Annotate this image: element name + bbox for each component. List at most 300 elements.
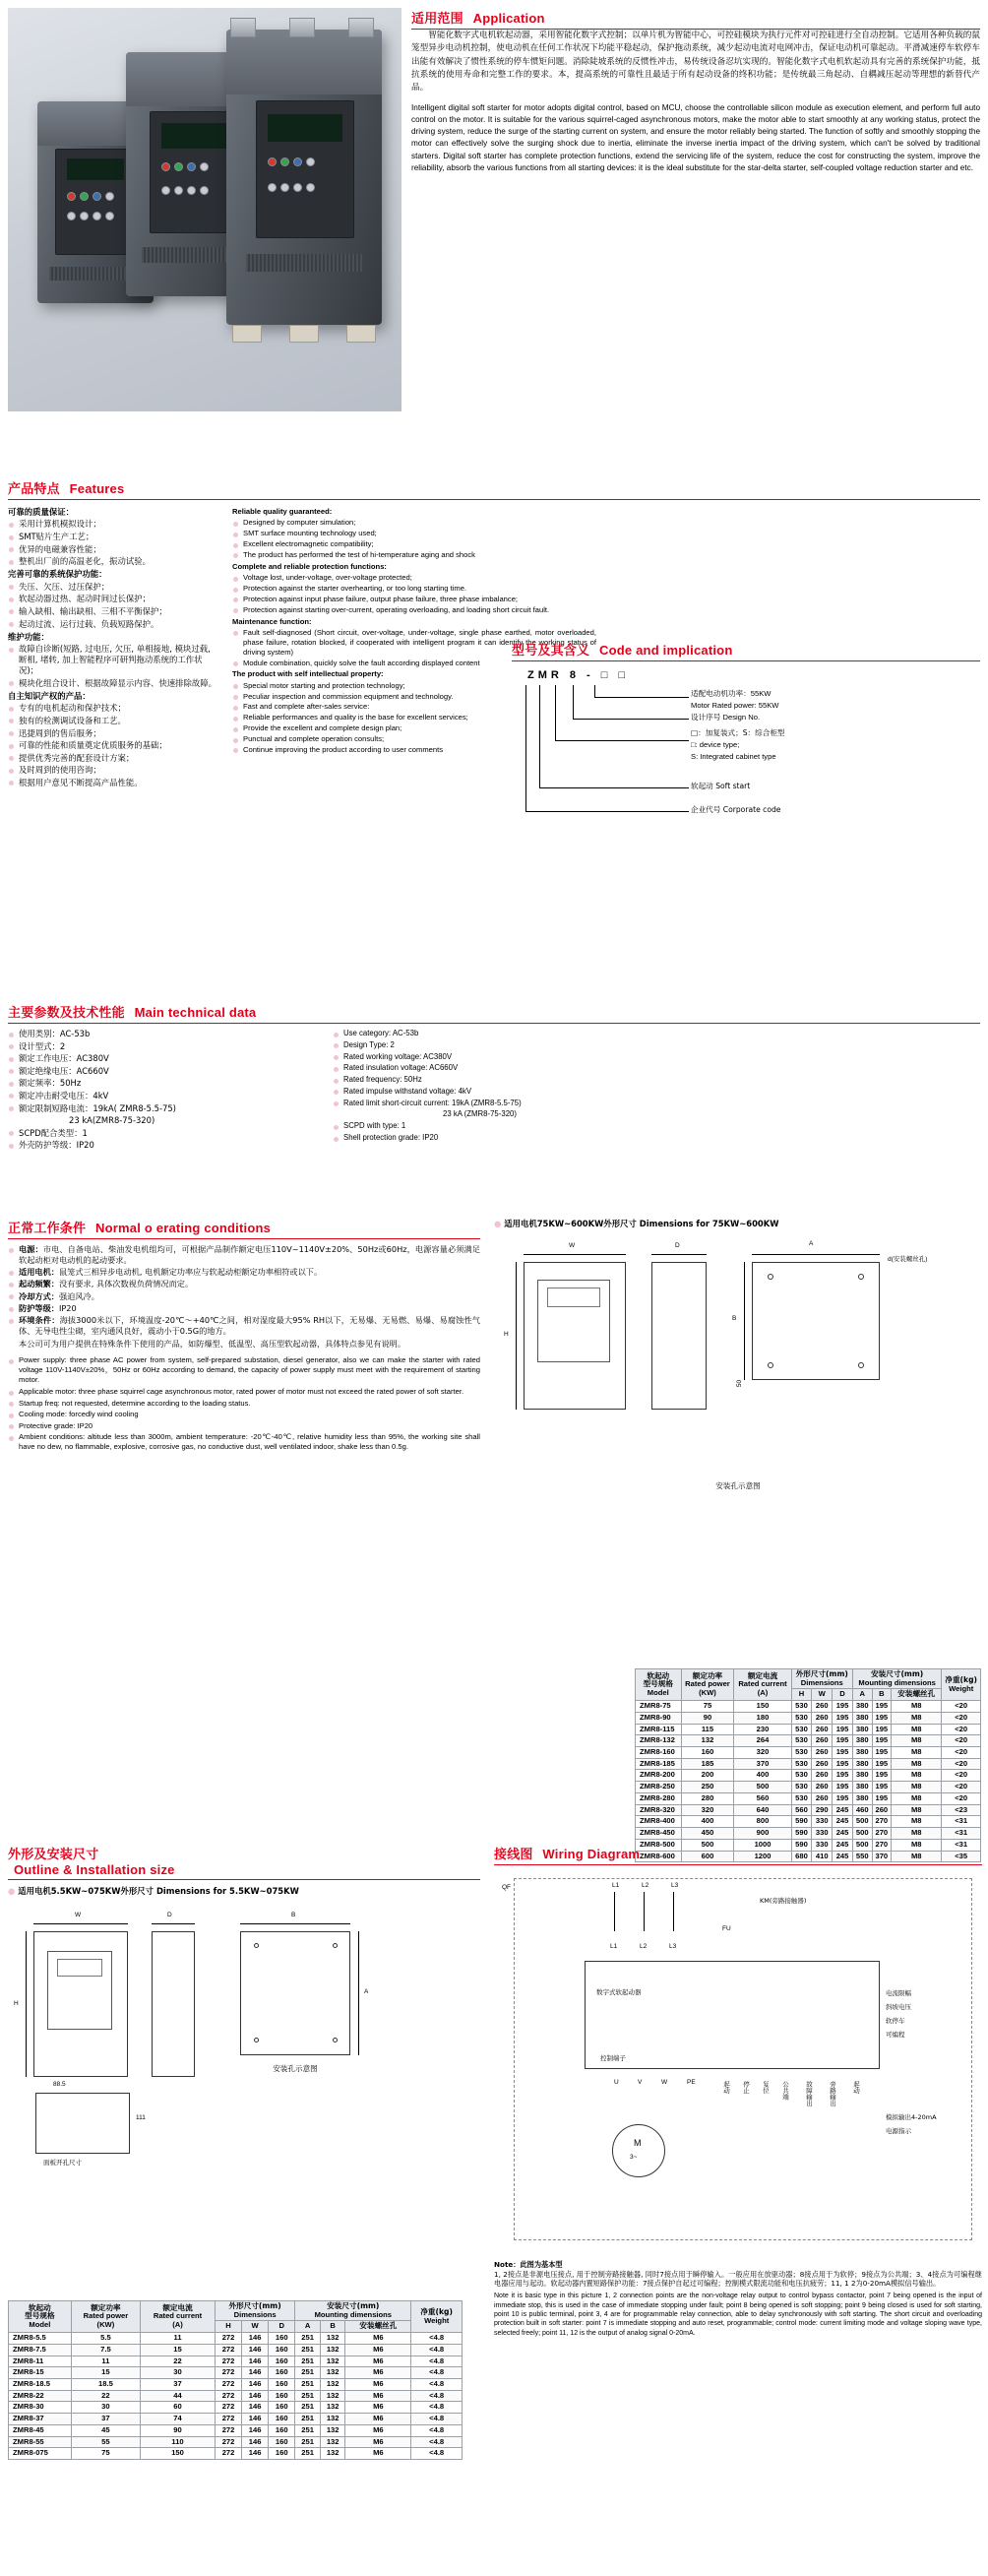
cell-w: 146 — [242, 2414, 269, 2425]
cell-weight: <4.8 — [411, 2448, 463, 2460]
cell-a: 380 — [852, 1792, 872, 1804]
cell-h: 272 — [215, 2367, 241, 2379]
list-item: 提供优秀完善的配套设计方案； — [8, 753, 216, 764]
leader-line — [555, 685, 556, 740]
cell-weight: <4.8 — [411, 2367, 463, 2379]
cell-h: 272 — [215, 2436, 241, 2448]
table-75-600 — [635, 1668, 981, 1862]
cell-model: ZMR8-5.5 — [9, 2333, 72, 2345]
cell-current: 180 — [734, 1712, 791, 1724]
divider — [494, 1864, 982, 1865]
code-title-en: Code and implication — [599, 643, 733, 658]
list-item: Applicable motor: three phase squirrel cage asynchronous motor, rated power of motor must not exceed the rated power of soft starter. — [8, 1387, 480, 1397]
cell-w: 330 — [812, 1828, 833, 1840]
cell-current: 150 — [141, 2448, 216, 2460]
cell-d: 245 — [833, 1839, 853, 1851]
cell-screw: M6 — [345, 2379, 411, 2391]
list-item: 额定工作电压：AC380V — [8, 1053, 303, 1064]
dim-label-a: A — [364, 1988, 369, 1995]
cell-model: ZMR8-320 — [636, 1804, 682, 1816]
table-row — [636, 1758, 981, 1770]
list-item: 迅捷周到的售后服务； — [8, 728, 216, 739]
wiring-label-soft-stop: 软停车 — [886, 2017, 905, 2025]
list-item: 独有的检测调试设备和工艺。 — [8, 716, 216, 726]
table-row — [9, 2448, 463, 2460]
th-b: B — [872, 1689, 892, 1701]
table-row — [9, 2356, 463, 2367]
th-d: D — [833, 1689, 853, 1701]
list-item: Fault self-diagnosed (Short circuit, over-voltage, under-voltage, single phase earthed, motor overloaded, phase failure, rotation blocked, if cooperated with intelligent program it can identify the working status of driving system) — [232, 628, 596, 658]
cell-model: ZMR8-250 — [636, 1782, 682, 1793]
front-view-display — [547, 1288, 600, 1307]
cell-current: 640 — [734, 1804, 791, 1816]
operating-key: 防护等级： — [19, 1303, 59, 1314]
list-item: Punctual and complete operation consults; — [232, 734, 596, 744]
th-w: W — [242, 2321, 269, 2333]
operating-value: 市电、自备电站、柴油发电机组均可，可根据产品制作额定电压110V~1140V±20%、50Hz或60Hz，电源容量必须满足软起动柜对电动机的起动要求。 — [19, 1244, 480, 1265]
table-row — [636, 1804, 981, 1816]
cell-power: 185 — [681, 1758, 734, 1770]
th-current-unit: (A) — [172, 2319, 183, 2329]
cell-screw: M6 — [345, 2344, 411, 2356]
cell-current: 560 — [734, 1792, 791, 1804]
list-item: Power supply: three phase AC power from system, self-prepared substation, diesel generator, also we can make the starter with rated voltage 110V-1140V±20%，50Hz or 60Hz according to demand, the capacity of power supply must meet with the requirement of starting motor. — [8, 1355, 480, 1385]
list-item: Rated working voltage: AC380V — [333, 1052, 746, 1062]
cell-d: 160 — [269, 2390, 295, 2402]
list-item: The product has performed the test of hi-temperature aging and shock — [232, 550, 596, 560]
table-row — [9, 2424, 463, 2436]
th-power-unit: (KW) — [96, 2319, 115, 2329]
side-view-outline — [651, 1262, 707, 1410]
panel-cutout-outline — [35, 2093, 130, 2154]
cell-screw: M8 — [892, 1816, 942, 1828]
list-item: 失压、欠压、过压保护； — [8, 582, 216, 593]
th-weight-en: Weight — [949, 1683, 974, 1693]
cell-model: ZMR8-450 — [636, 1828, 682, 1840]
th-dims — [215, 2301, 294, 2321]
th-weight-cn: 净重(kg) — [420, 2306, 453, 2316]
th-mount — [852, 1669, 941, 1689]
cell-model: ZMR8-37 — [9, 2414, 72, 2425]
maindata-column-cn — [8, 1029, 303, 1153]
cell-power: 280 — [681, 1792, 734, 1804]
cell-screw: M8 — [892, 1747, 942, 1759]
th-current-unit: (A) — [757, 1687, 769, 1697]
outline-front-display — [57, 1959, 102, 1977]
code-title — [512, 640, 980, 659]
code-label: □：加复装式；S：综合柜型 — [691, 728, 785, 737]
cell-weight: <4.8 — [411, 2344, 463, 2356]
cell-weight: <20 — [942, 1724, 981, 1735]
application-paragraph-cn: 智能化数字式电机软起动器，采用智能化数字式控制；以单片机为智能中心，可控硅模块为执行元件对可控硅进行全自动控制。它适用各种负载的鼠笼型异步电动机控制，使电动机在任何工作状况下均能平稳起动，保护拖动系统，减少起动电流对电网冲击，保证电动机可靠起动。平滑减速停车软停车出能有效解决了惯性系统的停车惯矩问题。消除陡坡系统的反惯性冲击，易传统设备忍坑实现的。智能化数字式电机软起动具有完善的系统保护功能，抵抗系统的使用寿命和完整工作的要求。本，提高系统的可靠性且最适于所有起动设备的终积功能；是传统最三角起动、自耦减压起动等理想的新替代产品。 — [411, 31, 980, 94]
cell-d: 195 — [833, 1747, 853, 1759]
dim-label-a: A — [809, 1240, 814, 1247]
list-item: Design Type: 2 — [333, 1040, 746, 1050]
cell-model: ZMR8-115 — [636, 1724, 682, 1735]
cell-model: ZMR8-7.5 — [9, 2344, 72, 2356]
cell-a: 380 — [852, 1758, 872, 1770]
cell-model: ZMR8-45 — [9, 2424, 72, 2436]
cell-current: 15 — [141, 2344, 216, 2356]
cell-d: 160 — [269, 2379, 295, 2391]
cell-weight: <35 — [942, 1851, 981, 1862]
wiring-label-fu: FU — [722, 1925, 731, 1932]
cell-model: ZMR8-11 — [9, 2356, 72, 2367]
cell-h: 680 — [791, 1851, 812, 1862]
cell-a: 500 — [852, 1839, 872, 1851]
cell-h: 590 — [791, 1816, 812, 1828]
cell-b: 195 — [872, 1770, 892, 1782]
leader-line — [539, 685, 540, 787]
cell-d: 160 — [269, 2333, 295, 2345]
dim75-subtitle-en: Dimensions for 75KW~600KW — [639, 1219, 779, 1228]
dim-label-d: D — [675, 1242, 680, 1249]
cell-model: ZMR8-55 — [9, 2436, 72, 2448]
cell-b: 370 — [872, 1851, 892, 1862]
panel-cutout-caption: 面板开孔尺寸 — [43, 2159, 82, 2167]
wiring-label-w: W — [661, 2079, 668, 2086]
cell-current: 74 — [141, 2414, 216, 2425]
cell-d: 195 — [833, 1758, 853, 1770]
wiring-label-qf: QF — [502, 1884, 512, 1891]
wiring-title — [494, 1844, 982, 1862]
dim-line-b — [240, 1923, 350, 1924]
cell-b: 260 — [872, 1804, 892, 1816]
wiring-label-km: KM(旁路接触器) — [760, 1897, 807, 1905]
list-item: Designed by computer simulation; — [232, 518, 596, 528]
feature-group-head: 可靠的质量保证： — [8, 507, 74, 517]
dim-label-w: W — [569, 1242, 576, 1249]
cell-screw: M6 — [345, 2424, 411, 2436]
cell-d: 245 — [833, 1816, 853, 1828]
cell-a: 251 — [295, 2402, 321, 2414]
list-item — [8, 1244, 480, 1266]
cell-screw: M6 — [345, 2414, 411, 2425]
operating-cn — [8, 1244, 480, 1349]
cell-model: ZMR8-22 — [9, 2390, 72, 2402]
wiring-label-programmable: 可编程 — [886, 2031, 905, 2039]
dim-line-b — [744, 1262, 745, 1380]
th-mount-cn: 安装尺寸(mm) — [871, 1669, 924, 1678]
wiring-label-l2b: L2 — [640, 1943, 648, 1950]
list-item: 采用计算机模拟设计； — [8, 519, 216, 530]
th-weight-cn: 净重(kg) — [945, 1674, 977, 1684]
th-weight — [411, 2301, 463, 2333]
cell-h: 590 — [791, 1828, 812, 1840]
list-item: 额定频率：50Hz — [8, 1078, 303, 1089]
table-row — [636, 1770, 981, 1782]
cell-model: ZMR8-160 — [636, 1747, 682, 1759]
cell-a: 380 — [852, 1701, 872, 1713]
dim-label-h: H — [504, 1331, 509, 1338]
cell-a: 251 — [295, 2424, 321, 2436]
table-row — [9, 2402, 463, 2414]
cell-weight: <4.8 — [411, 2424, 463, 2436]
code-diagram — [512, 669, 980, 864]
cell-h: 272 — [215, 2356, 241, 2367]
cell-current: 370 — [734, 1758, 791, 1770]
outline-title-cn: 外形及安装尺寸 — [8, 1848, 99, 1862]
cell-a: 251 — [295, 2333, 321, 2345]
list-item: Protection against input phase failure, output phase failure, three phase imbalance; — [232, 595, 596, 604]
cell-b: 132 — [320, 2424, 345, 2436]
th-model-en: Model — [29, 2319, 51, 2329]
wiring-label-current-limit: 电流限幅 — [886, 1989, 911, 1997]
cell-weight: <4.8 — [411, 2414, 463, 2425]
cell-d: 245 — [833, 1804, 853, 1816]
operating-key: 起动频繁： — [19, 1279, 59, 1289]
feature-group-head: The product with self intellectual property: — [232, 669, 384, 679]
cell-a: 380 — [852, 1724, 872, 1735]
cell-power: 11 — [71, 2356, 140, 2367]
dim-line-h — [516, 1262, 517, 1410]
cell-w: 260 — [812, 1770, 833, 1782]
supply-line — [673, 1892, 674, 1931]
wiring-label-l3: L3 — [671, 1882, 679, 1889]
th-b: B — [320, 2321, 345, 2333]
cell-weight: <4.8 — [411, 2356, 463, 2367]
cell-d: 195 — [833, 1735, 853, 1747]
cell-h: 272 — [215, 2414, 241, 2425]
cell-b: 132 — [320, 2356, 345, 2367]
wiring-diagram — [494, 1870, 982, 2256]
list-item — [8, 1315, 480, 1337]
cell-b: 195 — [872, 1792, 892, 1804]
mounting-hole — [333, 2038, 338, 2042]
cell-w: 146 — [242, 2356, 269, 2367]
cell-model: ZMR8-185 — [636, 1758, 682, 1770]
list-item: Module combination, quickly solve the fault according displayed content — [232, 659, 596, 668]
cell-b: 132 — [320, 2402, 345, 2414]
cell-w: 290 — [812, 1804, 833, 1816]
dim75-drawing — [494, 1232, 982, 1478]
dim-line-a — [752, 1254, 880, 1255]
cell-weight: <4.8 — [411, 2333, 463, 2345]
cell-model: ZMR8-280 — [636, 1792, 682, 1804]
wiring-title-cn: 接线图 — [494, 1848, 533, 1862]
cell-h: 530 — [791, 1747, 812, 1759]
cell-model: ZMR8-200 — [636, 1770, 682, 1782]
operating-value: 没有要求, 具体次数视负荷情况而定。 — [58, 1279, 194, 1289]
list-item: Special motor starting and protection technology; — [232, 681, 596, 691]
th-mount-cn: 安装尺寸(mm) — [327, 2301, 380, 2310]
divider — [512, 660, 980, 661]
features-title — [8, 478, 980, 497]
cell-screw: M6 — [345, 2356, 411, 2367]
list-item: SMT贴片生产工艺； — [8, 532, 216, 542]
cell-weight: <4.8 — [411, 2402, 463, 2414]
application-paragraph-en: Intelligent digital soft starter for motor adopts digital control, based on MCU, choose the controllable silicon module as execution element, and perform full auto control on the motor. It is suitable for the various squirrel-caged asynchronous motors, make the motor able to start smoothly at any working status, protect the driving system, reduce the surge of the starting current on system, and ensure the motor reliably being started. The function of softly and smoothly stopping the motor can effectively solve the surging shock due to inertia, eliminate the inverse inertia impact of the driving system, which can't be solved by traditional starters. Digital soft starter has complete protection functions, extend the servicing life of the system, reduce the cost for constructing the system, improve the reliability, absorb the various functions from all starting devices: it is the ideal substitute for the star-delta starter, self-coupled voltage reduction starter and etc. — [411, 102, 980, 173]
features-title-en: Features — [69, 481, 125, 496]
cell-power: 250 — [681, 1782, 734, 1793]
dim-line-d — [152, 1923, 195, 1924]
code-label: 企业代号 Corporate code — [691, 805, 781, 814]
cell-d: 160 — [269, 2344, 295, 2356]
list-item: Protective grade: IP20 — [8, 1421, 480, 1431]
table-row — [636, 1735, 981, 1747]
th-model-en: Model — [647, 1687, 669, 1697]
cell-screw: M6 — [345, 2448, 411, 2460]
dim-label-50: 50 — [736, 1379, 744, 1388]
mounting-hole — [858, 1362, 864, 1368]
cell-weight: <31 — [942, 1816, 981, 1828]
list-item: Rated limit short-circuit current: 19kA (ZMR8-5.5-75) — [333, 1099, 746, 1108]
table-header-row — [9, 2301, 463, 2321]
cell-h: 530 — [791, 1792, 812, 1804]
dim-label-d-hole: d(安装螺丝孔) — [888, 1256, 928, 1263]
cell-screw: M8 — [892, 1770, 942, 1782]
cell-power: 75 — [681, 1701, 734, 1713]
cell-w: 260 — [812, 1701, 833, 1713]
cell-w: 330 — [812, 1816, 833, 1828]
cell-w: 146 — [242, 2333, 269, 2345]
maindata-column-en — [333, 1029, 746, 1153]
th-power — [71, 2301, 140, 2333]
th-model-cn2: 型号规格 — [25, 2311, 55, 2321]
cell-a: 460 — [852, 1804, 872, 1816]
motor-symbol — [612, 2124, 665, 2177]
cell-weight: <20 — [942, 1770, 981, 1782]
dim75-subtitle-cn: 适用电机75KW~600KW外形尺寸 — [504, 1219, 637, 1228]
cell-b: 132 — [320, 2448, 345, 2460]
table-row — [636, 1828, 981, 1840]
cell-model: ZMR8-075 — [9, 2448, 72, 2460]
cell-screw: M8 — [892, 1735, 942, 1747]
list-item: Excellent electromagnetic compatibility; — [232, 539, 596, 549]
cell-model: ZMR8-75 — [636, 1701, 682, 1713]
cell-w: 260 — [812, 1782, 833, 1793]
th-current-en: Rated current — [738, 1679, 787, 1689]
list-item: 及时周到的使用咨询； — [8, 765, 216, 776]
cell-w: 260 — [812, 1792, 833, 1804]
cell-b: 132 — [320, 2333, 345, 2345]
operating-value: 本公司可为用户提供在特殊条件下使用的产品，如防爆型、低温型、高压型软起动器，具体特点参见有说明。 — [19, 1338, 406, 1349]
cell-b: 195 — [872, 1701, 892, 1713]
maindata-title-en: Main technical data — [134, 1005, 257, 1020]
th-weight-en: Weight — [424, 2315, 450, 2325]
code-label: □: device type; — [691, 740, 740, 749]
list-item: Reliable performances and quality is the base for excellent services; — [232, 713, 596, 723]
leader-line — [525, 811, 689, 812]
cell-weight: <20 — [942, 1782, 981, 1793]
list-item: 额定绝缘电压：AC660V — [8, 1066, 303, 1077]
operating-key: 电源： — [19, 1244, 43, 1254]
cell-power: 30 — [71, 2402, 140, 2414]
cell-screw: M6 — [345, 2436, 411, 2448]
cell-w: 146 — [242, 2424, 269, 2436]
wiring-label-ramp-voltage: 斜坡电压 — [886, 2003, 911, 2011]
cell-screw: M6 — [345, 2402, 411, 2414]
list-item: 外壳防护等级：IP20 — [8, 1140, 303, 1151]
cell-w: 260 — [812, 1724, 833, 1735]
dim-label-h: H — [14, 2000, 19, 2007]
cell-power: 7.5 — [71, 2344, 140, 2356]
divider — [8, 1023, 980, 1024]
th-power-en: Rated power — [685, 1679, 730, 1689]
th-model — [636, 1669, 682, 1701]
cell-a: 380 — [852, 1747, 872, 1759]
list-item — [8, 1291, 480, 1302]
cell-b: 195 — [872, 1782, 892, 1793]
list-item: Shell protection grade: IP20 — [333, 1133, 746, 1143]
cell-d: 160 — [269, 2367, 295, 2379]
cell-b: 132 — [320, 2379, 345, 2391]
table-row — [636, 1712, 981, 1724]
mounting-hole — [768, 1362, 773, 1368]
dim-line-w — [33, 1923, 128, 1924]
cell-power: 37 — [71, 2414, 140, 2425]
cell-h: 590 — [791, 1839, 812, 1851]
wiring-label-bypass-out: 旁路输出 — [829, 2081, 836, 2106]
table-header-row — [636, 1669, 981, 1689]
cell-power: 55 — [71, 2436, 140, 2448]
application-section — [411, 8, 980, 174]
cell-power: 15 — [71, 2367, 140, 2379]
cell-screw: M8 — [892, 1851, 942, 1862]
wiring-label-terminals: 控制端子 — [600, 2054, 626, 2062]
leader-line — [525, 685, 526, 811]
cell-power: 132 — [681, 1735, 734, 1747]
wiring-label-fault-out: 故障输出 — [805, 2081, 813, 2106]
outline-title — [8, 1844, 480, 1877]
cell-b: 270 — [872, 1828, 892, 1840]
leader-line — [573, 719, 689, 720]
cell-power: 90 — [681, 1712, 734, 1724]
th-dims — [791, 1669, 852, 1689]
table-row — [636, 1724, 981, 1735]
wiring-label-reset: 复位 — [762, 2081, 770, 2094]
cell-current: 44 — [141, 2390, 216, 2402]
mounting-hole — [333, 1943, 338, 1948]
wiring-label-3phase: 3~ — [630, 2154, 638, 2161]
cell-w: 146 — [242, 2402, 269, 2414]
cell-current: 500 — [734, 1782, 791, 1793]
list-item: Use category: AC-53b — [333, 1029, 746, 1038]
divider — [8, 1238, 480, 1239]
cell-w: 146 — [242, 2344, 269, 2356]
wiring-label-pe: PE — [687, 2079, 696, 2086]
table-row — [636, 1792, 981, 1804]
th-a: A — [852, 1689, 872, 1701]
cell-weight: <20 — [942, 1701, 981, 1713]
cell-screw: M6 — [345, 2367, 411, 2379]
th-weight — [942, 1669, 981, 1701]
dim-label-b: B — [732, 1315, 737, 1322]
starter-block — [585, 1961, 880, 2069]
cell-screw: M8 — [892, 1792, 942, 1804]
cell-weight: <31 — [942, 1839, 981, 1851]
cell-b: 132 — [320, 2344, 345, 2356]
cell-power: 200 — [681, 1770, 734, 1782]
cell-weight: <20 — [942, 1712, 981, 1724]
cell-h: 272 — [215, 2333, 241, 2345]
list-item: 专有的电机起动和保护技术； — [8, 703, 216, 714]
th-current — [141, 2301, 216, 2333]
cell-current: 800 — [734, 1816, 791, 1828]
table-row — [9, 2414, 463, 2425]
th-power-en: Rated power — [83, 2311, 129, 2321]
cell-weight: <20 — [942, 1747, 981, 1759]
cell-w: 146 — [242, 2367, 269, 2379]
operating-en — [8, 1355, 480, 1452]
cell-power: 5.5 — [71, 2333, 140, 2345]
wiring-label-l1b: L1 — [610, 1943, 618, 1950]
cell-b: 195 — [872, 1735, 892, 1747]
wiring-title-en: Wiring Diagram — [542, 1847, 641, 1861]
th-mount-en: Mounting dimensions — [314, 2309, 393, 2319]
list-item: 额定限制短路电流：19kA( ZMR8-5.5-75) — [8, 1103, 303, 1114]
cell-current: 320 — [734, 1747, 791, 1759]
